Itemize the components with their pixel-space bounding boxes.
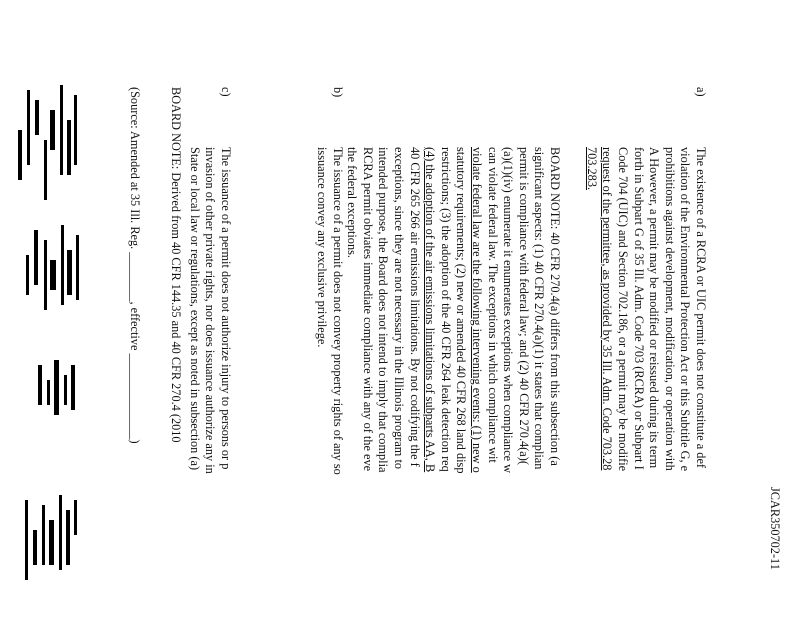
text-line: A However, a permit may be modified or reissued during its term (647, 147, 662, 469)
document-code-header: JCAR350702-11 (768, 487, 782, 570)
text-line: statutory requirements; (2) new or amended 40 CFR 268 land disp (454, 147, 469, 474)
text-line: can violate federal law. The exceptions in which compliance wit (485, 147, 500, 463)
subsection-a-text (583, 147, 708, 471)
text-line: prohibitions against development, modification, or operation with (662, 147, 677, 471)
subsection-c-text (186, 147, 233, 474)
subsection-label-b: b) (331, 87, 345, 98)
text-line: (4) the adoption of the air emissions limitations of subparts AA, B (423, 147, 438, 473)
text-line: violate federal law are the following intervening events: (1) new o (470, 147, 485, 473)
text-line: restrictions; (3) the adoption of the 40 CFR 264 leak detection req (438, 147, 453, 472)
text-line: violation of the Environmental Protection Act or this Subtitle G, e (678, 147, 693, 472)
text-line: invasion of other private rights, nor does issuance authorize any in (203, 147, 218, 474)
text-line: 703.283. (584, 147, 599, 191)
text-line: 40 CFR 265 266 air emissions limitations. By not codifying the f (407, 147, 422, 467)
source-note: (Source: Amended at 35 Ill. Reg. ________, effective ______________) (128, 87, 142, 444)
text-line: BOARD NOTE: 40 CFR 270.4(a) differs from this subsection (a (548, 147, 562, 466)
text-line: forth in Subpart G of 35 Ill. Adm. Code 703 (RCRA) or Subpart I (631, 147, 646, 470)
text-line: State or local law or regulations, except as noted in subsection (a) (187, 147, 202, 471)
board-note-derived: BOARD NOTE: Derived from 40 CFR 144.35 and 40 CFR 270.4 (2010 (169, 87, 183, 443)
text-line: the federal exceptions. (345, 147, 360, 258)
text-line: permit is compliance with federal law; and (2) 40 CFR 270.4(a)( (516, 147, 531, 465)
text-line: The issuance of a permit does not authorize injury to persons or p (219, 147, 233, 470)
text-line: significant aspects: (1) 40 CFR 270.4(a)(1) it states that complian (532, 147, 547, 470)
text-line: exceptions, since they are not necessary in the Illinois program to (392, 147, 407, 470)
text-line: The issuance of a permit does not convey property rights of any so (331, 147, 345, 475)
subsection-label-a: a) (694, 87, 708, 97)
text-line: RCRA permit obviates immediate compliance with any of the eve (360, 147, 375, 472)
subsection-b-text (314, 147, 345, 475)
text-line: (a)(1)(iv) enumerate it enumerates exceptions when compliance w (501, 147, 516, 474)
subsection-label-c: c) (219, 87, 233, 97)
text-line: intended purpose, the Board does not intend to imply that complia (376, 147, 391, 473)
text-line: request of the permittee, as provided by 35 Ill. Adm. Code 703.28 (600, 147, 615, 471)
text-line: issuance convey any exclusive privilege. (315, 147, 330, 348)
scan-artifact-marks (0, 0, 85, 618)
text-line: Code 704 (UIC) and Section 702.186, or a permit may be modifie (616, 147, 631, 472)
board-note-a (344, 147, 562, 474)
text-line: The existence of a RCRA or UIC permit does not constitute a def (694, 147, 708, 469)
